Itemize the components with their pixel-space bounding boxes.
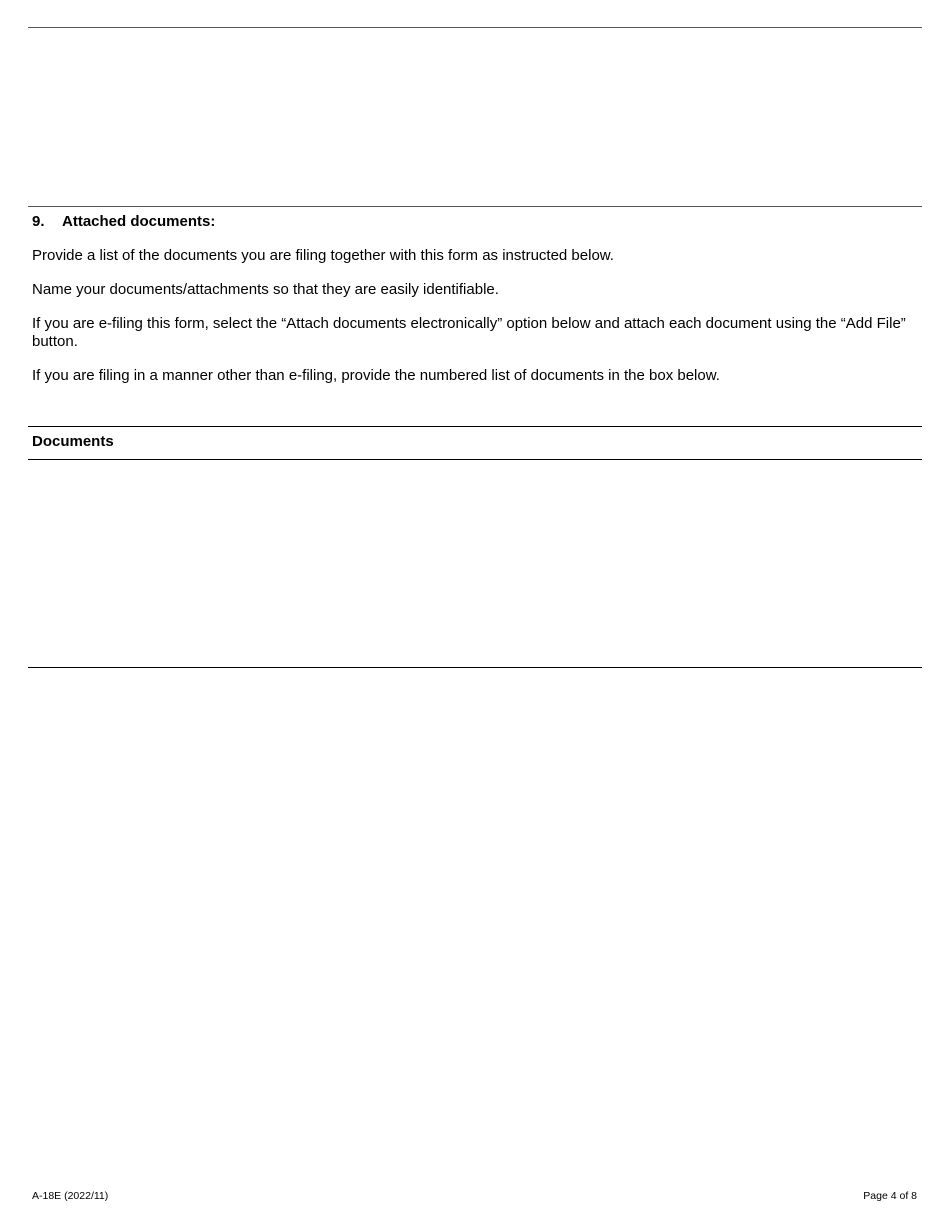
- section-number: 9.: [32, 213, 45, 230]
- documents-bottom-divider: [28, 667, 922, 668]
- instruction-text: Name your documents/attachments so that they are easily identifiable.: [32, 281, 499, 298]
- instruction-text: Provide a list of the documents you are filing together with this form as instructed below.: [32, 247, 614, 264]
- instruction-text: If you are e-filing this form, select the “Attach documents electronically” option below and attach each document using the “Add File” button.: [32, 315, 906, 350]
- section-divider: [28, 206, 922, 207]
- documents-label: Documents: [32, 433, 114, 450]
- documents-header-divider: [28, 459, 922, 460]
- page-number: Page 4 of 8: [863, 1190, 917, 1202]
- section-heading: [32, 213, 215, 231]
- documents-top-divider: [28, 426, 922, 427]
- top-divider: [28, 27, 922, 28]
- form-id: A-18E (2022/11): [32, 1190, 109, 1202]
- section-title: Attached documents:: [62, 213, 216, 230]
- documents-input-box[interactable]: [28, 461, 922, 666]
- instruction-text: If you are filing in a manner other than e-filing, provide the numbered list of documents in the box below.: [32, 367, 720, 384]
